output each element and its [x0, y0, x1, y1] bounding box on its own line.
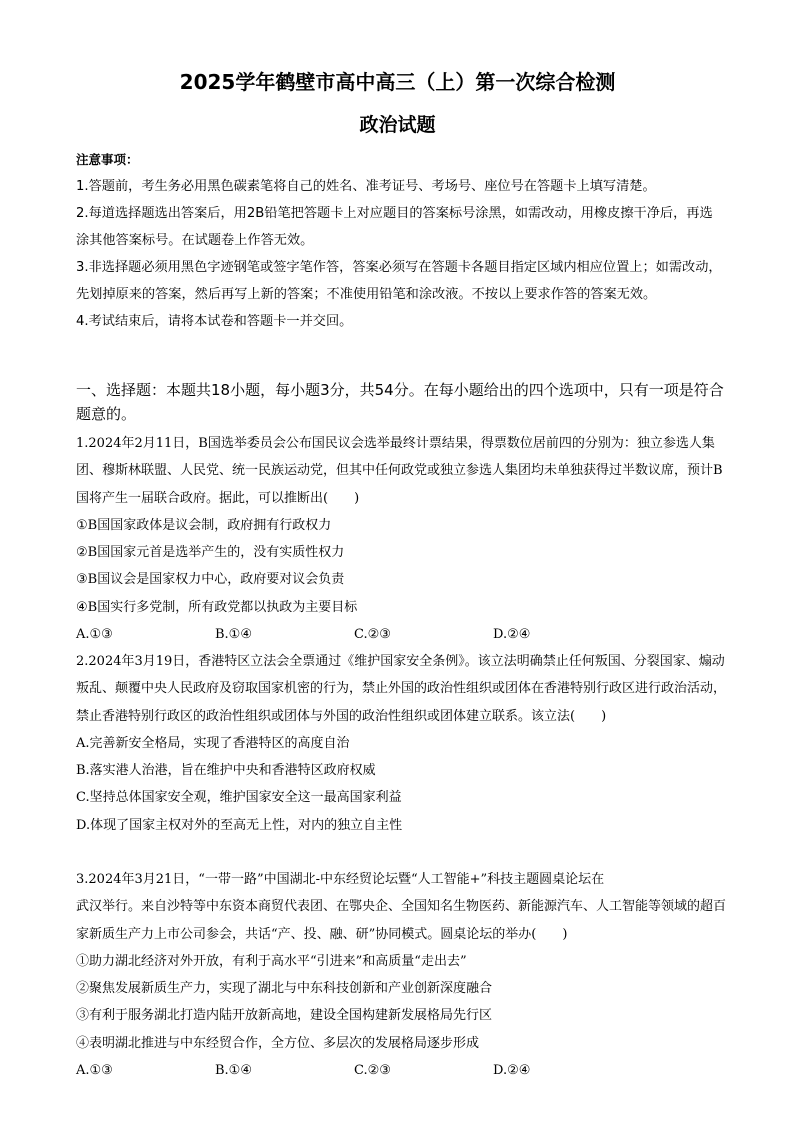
option-d: D.②④ [493, 1063, 531, 1079]
question-item: ④表明湖北推进与中东经贸合作，全方位、多层次的发展格局逐步形成 [76, 1035, 480, 1051]
question-stem: 2.2024年3月19日，香港特区立法会全票通过《维护国家安全条例》。该立法明确禁止任何叛国、分裂国家、煽动叛乱、颠覆中央人民政府及窃取国家机密的行为，禁止外国的政治性组织或团体在香港特别行政区进行政治活动，禁止香港特别行政区的政治性组织或团体与外国的政治性组织或团体建立联系。该立法( ) [76, 654, 727, 724]
question-1 [76, 430, 726, 648]
question-item: ②B国国家元首是选举产生的，没有实质性权力 [76, 545, 345, 561]
option-c: C.②③ [354, 627, 391, 643]
question-item: B.落实港人治港，旨在维护中央和香港特区政府权威 [76, 763, 376, 779]
section-heading: 一、选择题：本题共18小题，每小题3分，共54分。在每小题给出的四个选项中，只有一项是符合题意的。 [76, 381, 724, 423]
note-item: 4.考试结束后，请将本试卷和答题卡一并交回。 [76, 314, 353, 329]
question-item: D.体现了国家主权对外的至高无上性，对内的独立自主性 [76, 817, 403, 833]
question-stem: 武汉举行。来自沙特等中东资本商贸代表团、在鄂央企、全国知名生物医药、新能源汽车、人工智能等领域的超百家新质生产力上市公司参会，共话“产、投、融、研”协同模式。圆桌论坛的举办( ) [76, 899, 727, 942]
note-item: 3.非选择题必须用黑色字迹钢笔或签字笔作答，答案必须写在答题卡各题目指定区域内相应位置上；如需改动，先划掉原来的答案，然后再写上新的答案；不准使用铅笔和涂改液。不按以上要求作答的答案无效。 [76, 260, 722, 302]
option-b: B.①④ [215, 627, 252, 643]
question-item: ③有利于服务湖北打造内陆开放新高地，建设全国构建新发展格局先行区 [76, 1008, 493, 1024]
question-item: ①B国国家政体是议会制，政府拥有行政权力 [76, 517, 332, 533]
question-item: ③B国议会是国家权力中心，政府要对议会负责 [76, 572, 345, 588]
option-a: A.①③ [76, 627, 113, 643]
question-item: ④B国实行多党制，所有政党都以执政为主要目标 [76, 599, 358, 615]
question-stem-line1: 3.2024年3月21日，“一带一路”中国湖北-中东经贸论坛暨“人工智能+”科技主题圆桌论坛在 [76, 872, 605, 887]
question-item: C.坚持总体国家安全观，维护国家安全这一最高国家利益 [76, 790, 402, 806]
option-b: B.①④ [215, 1063, 252, 1079]
question-stem: 1.2024年2月11日，B国选举委员会公布国民议会选举最终计票结果，得票数位居前四的分别为：独立参选人集团、穆斯林联盟、人民党、统一民族运动党，但其中任何政党或独立参选人集团均未单独获得过半数议席，预计B国将产生一届联合政府。据此，可以推断出( ) [76, 436, 723, 506]
question-item: A.完善新安全格局，实现了香港特区的高度自治 [76, 735, 350, 751]
option-d: D.②④ [493, 627, 531, 643]
question-item: ①助力湖北经济对外开放，有利于高水平“引进来”和高质量“走出去” [76, 953, 467, 969]
notes-list [76, 173, 724, 335]
note-item: 1.答题前，考生务必用黑色碳素笔将自己的姓名、准考证号、考场号、座位号在答题卡上填写清楚。 [76, 179, 656, 194]
question-item: ②聚焦发展新质生产力，实现了湖北与中东科技创新和产业创新深度融合 [76, 981, 493, 997]
notes-heading: 注意事项： [76, 152, 139, 167]
question-2 [76, 648, 726, 839]
page-title: 2025学年鹤壁市高中高三（上）第一次综合检测 [179, 70, 616, 94]
answer-options [76, 621, 726, 648]
answer-options [76, 1057, 726, 1084]
option-c: C.②③ [354, 1063, 391, 1079]
note-item: 2.每道选择题选出答案后，用2B铅笔把答题卡上对应题目的答案标号涂黑，如需改动，用橡皮擦干净后，再选涂其他答案标号。在试题卷上作答无效。 [76, 206, 713, 248]
question-3 [76, 866, 726, 1084]
page-subtitle: 政治试题 [359, 114, 436, 136]
option-a: A.①③ [76, 1063, 113, 1079]
